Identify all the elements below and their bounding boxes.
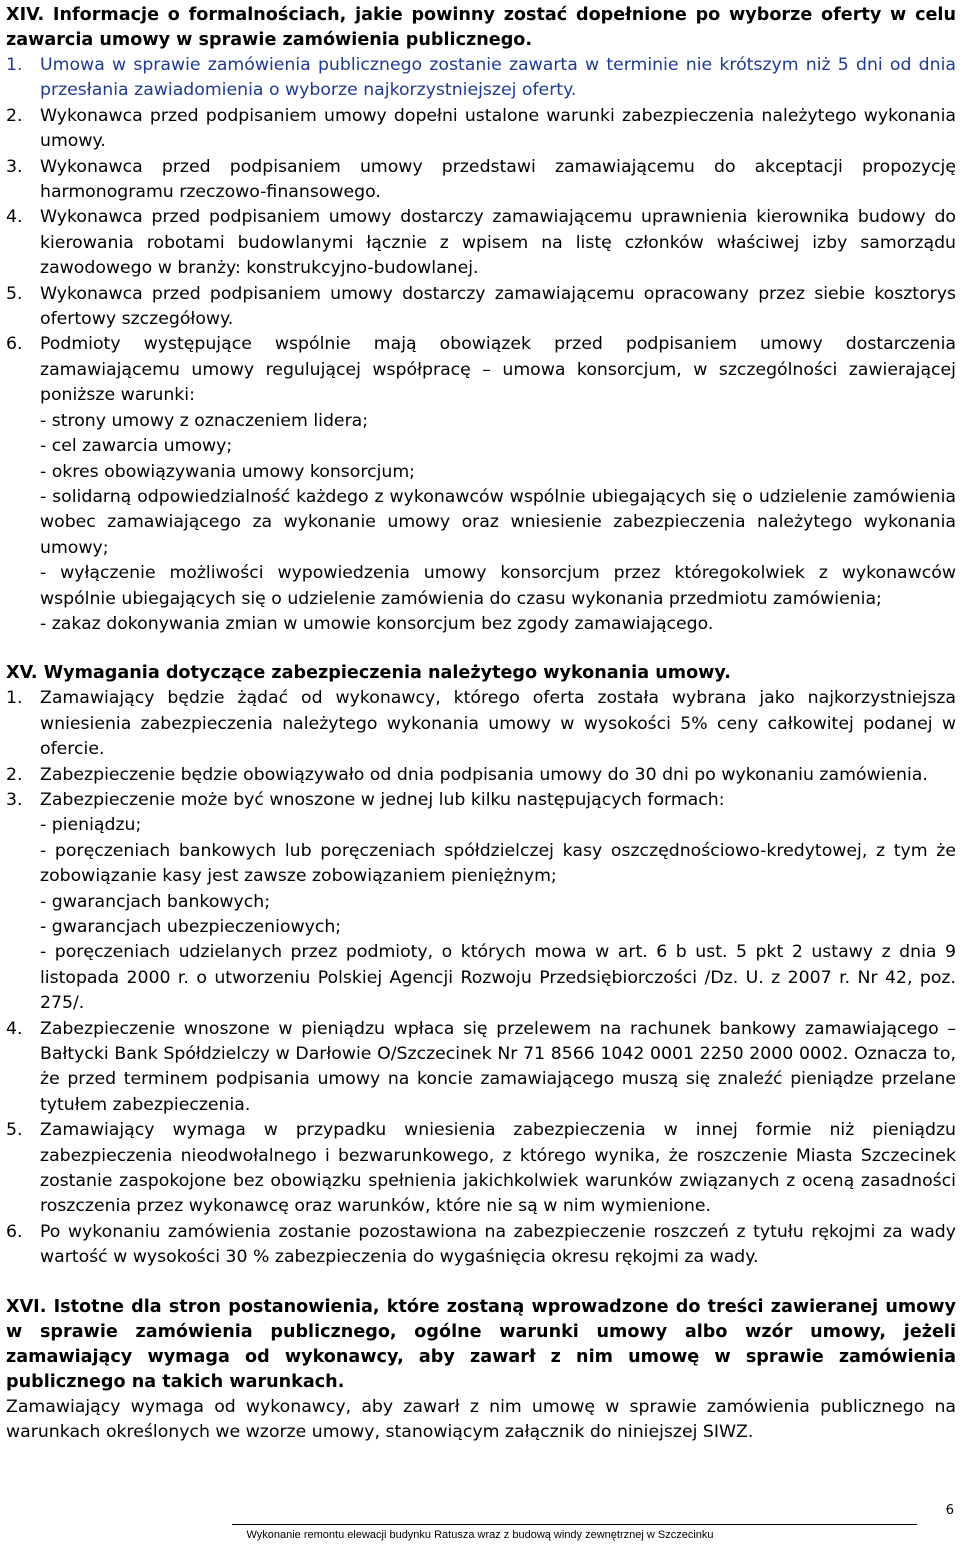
list-item [6,1017,956,1119]
item-text: Wykonawca przed podpisaniem umowy dopełni ustalone warunki zabezpieczenia należytego wykonania umowy. [40,105,956,152]
item-number: 5. [6,283,23,304]
item-text: Umowa w sprawie zamówienia publicznego zostanie zawarta w terminie nie krótszym niż 5 dni od dnia przesłania zawiadomienia o wyborze najkorzystniejszej oferty. [40,55,956,101]
item-number: 1. [6,55,23,75]
item-text: Zabezpieczenie może być wnoszone w jednej lub kilku następujących formach: [40,789,725,810]
item-number: 3. [6,156,23,177]
sub-item: - strony umowy z oznaczeniem lidera; [40,410,369,431]
item-number: 3. [6,789,23,810]
item-text: Zamawiający wymaga w przypadku wniesienia zabezpieczenia w innej formie niż pieniądzu zabezpieczenia nieodwołalnego i bezwarunkowego, z którego wynika, że roszczenie Miasta Szczecinek zostanie zaspokojone bez obowiązku spełnienia jakichkolwiek warunków związanych z oceną zasadności roszczenia przez wykonawcę oraz warunków, które nie są w nim wymienione. [40,1120,956,1217]
list-item [6,763,956,788]
item-number: 2. [6,105,23,126]
sub-item: - poręczeniach udzielanych przez podmioty, o których mowa w art. 6 b ust. 5 pkt 2 ustawy z dnia 9 listopada 2000 r. o utworzeniu Polskiej Agencji Rozwoju Przedsiębiorczości /Dz. U. z 2007 r. Nr 42, poz. 275/. [40,942,956,1014]
footer-rule [232,1524,917,1525]
list-item [6,686,956,762]
item-number: 1. [6,688,23,709]
item-text: Wykonawca przed podpisaniem umowy przedstawi zamawiającemu do akceptacji propozycję harmonogramu rzeczowo-finansowego. [40,156,956,203]
item-text: Podmioty występujące wspólnie mają obowiązek przed podpisaniem umowy dostarczenia zamawiającemu umowy regulującej współpracę – umowa konsorcjum, w szczególności zawierającej poniższe warunki: [40,334,956,406]
sub-item: - cel zawarcia umowy; [40,436,233,457]
item-body [40,332,956,637]
sub-item: - pieniądzu; [40,815,142,836]
item-text: Zamawiający będzie żądać od wykonawcy, którego oferta została wybrana jako najkorzystniejsza wniesienia zabezpieczenia należytego wykonania umowy w wysokości 5% ceny całkowitej podanej w ofercie. [40,688,956,760]
sub-item: - gwarancjach bankowych; [40,891,271,912]
item-body [40,788,956,1017]
page-number: 6 [945,1503,954,1518]
list-item [6,282,956,333]
list-item [6,155,956,206]
item-number: 2. [6,764,23,785]
list-item [6,1118,956,1220]
sub-item: - poręczeniach bankowych lub poręczeniach spółdzielczej kasy oszczędnościowo-kredytowej, z tym że zobowiązanie kasy jest zawsze zobowiązaniem pieniężnym; [40,840,956,887]
item-number: 4. [6,1018,23,1039]
sub-item: - gwarancjach ubezpieczeniowych; [40,917,342,937]
sub-item: - okres obowiązywania umowy konsorcjum; [40,461,416,482]
footer-text: Wykonanie remontu elewacji budynku Ratusza wraz z budową windy zewnętrznej w Szczecinku [246,1529,714,1541]
item-text: Po wykonaniu zamówienia zostanie pozostawiona na zabezpieczenie roszczeń z tytułu rękojmi za wady wartość w wysokości 30 % zabezpieczenia do wygaśnięcia okresu rękojmi za wady. [40,1221,956,1268]
item-text: Zabezpieczenie wnoszone w pieniądzu wpłaca się przelewem na rachunek bankowy zamawiającego – Bałtycki Bank Spółdzielczy w Darłowie O/Szczecinek Nr 71 8566 1042 0001 2250 2000 0002. Oznacza to, że przed terminem podpisania umowy na koncie zamawiającego muszą się znaleźć pieniądze przelane tytułem zabezpieczenia. [40,1018,956,1115]
section-15-heading: XV. Wymagania dotyczące zabezpieczenia należytego wykonania umowy. [6,663,731,684]
item-text: Zabezpieczenie będzie obowiązywało od dnia podpisania umowy do 30 dni po wykonaniu zamówienia. [40,764,928,785]
list-item [6,1220,956,1271]
item-number: 6. [6,334,23,355]
sub-item: - zakaz dokonywania zmian w umowie konsorcjum bez zgody zamawiającego. [40,613,714,634]
section-16-text: Zamawiający wymaga od wykonawcy, aby zawarł z nim umowę w sprawie zamówienia publicznego na warunkach określonych we wzorze umowy, stanowiącym załącznik do niniejszej SIWZ. [6,1396,956,1443]
list-item [6,332,956,637]
item-text: Wykonawca przed podpisaniem umowy dostarczy zamawiającemu opracowany przez siebie kosztorys ofertowy szczegółowy. [40,283,956,330]
list-item [6,104,956,155]
list-item [6,788,956,1017]
document-page [6,0,956,1446]
sub-item: - solidarną odpowiedzialność każdego z wykonawców wspólnie ubiegających się o udzielenie zamówienia wobec zamawiającego za wykonanie umowy oraz wniesienie zabezpieczenia należytego wykonania umowy; [40,486,956,558]
section-16-heading: XVI. Istotne dla stron postanowienia, które zostaną wprowadzone do treści zawieranej umowy w sprawie zamówienia publicznego, ogólne warunki umowy albo wzór umowy, jeżeli zamawiający wymaga od wykonawcy, aby zawarł z nim umowę w sprawie zamówienia publicznego na takich warunkach. [6,1296,956,1392]
section-15-list [6,686,956,1270]
sub-item: - wyłączenie możliwości wypowiedzenia umowy konsorcjum przez któregokolwiek z wykonawców wspólnie ubiegających się o udzielenie zamówienia do czasu wykonania przedmiotu zamówienia; [40,563,956,609]
item-text: Wykonawca przed podpisaniem umowy dostarczy zamawiającemu uprawnienia kierownika budowy do kierowania robotami budowlanymi łącznie z wpisem na listę członków właściwej izby samorządu zawodowego w branży: konstrukcyjno-budowlanej. [40,207,956,279]
section-14-list [6,53,956,637]
item-number: 5. [6,1120,23,1141]
list-item [6,205,956,281]
section-14-heading: XIV. Informacje o formalnościach, jakie powinny zostać dopełnione po wyborze oferty w celu zawarcia umowy w sprawie zamówienia publicznego. [6,5,956,50]
item-number: 4. [6,207,23,228]
list-item [6,53,956,104]
item-number: 6. [6,1221,23,1242]
